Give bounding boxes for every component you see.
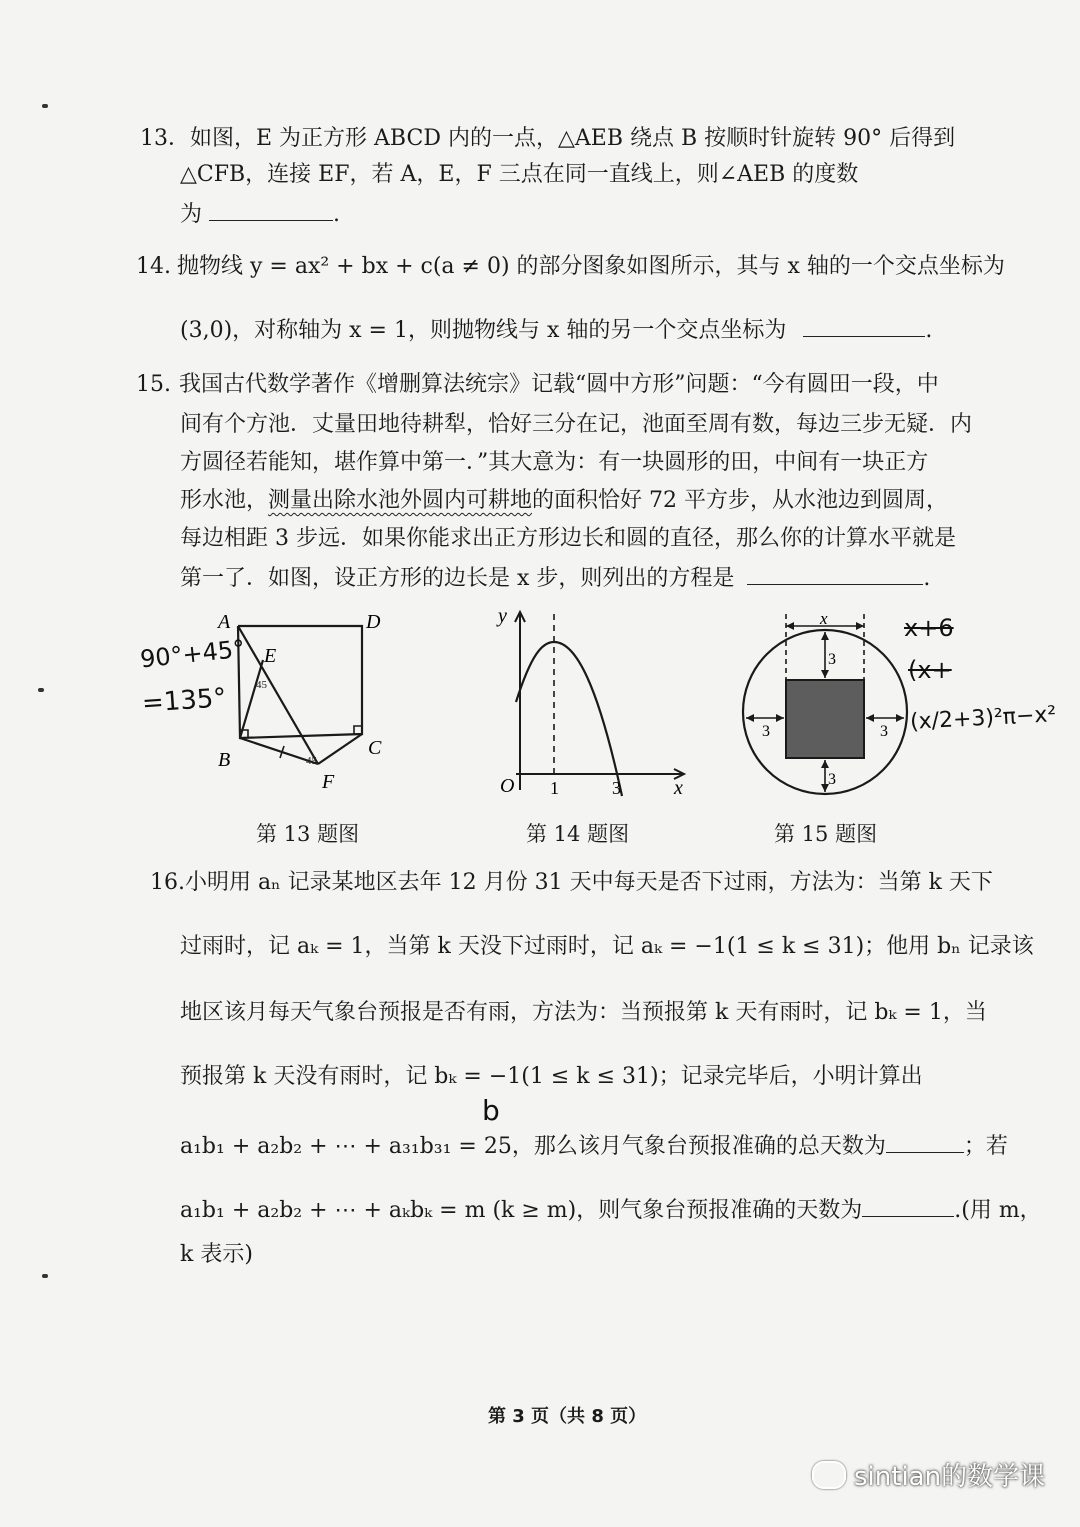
scan-dot	[42, 1274, 48, 1278]
label-a: A	[218, 611, 231, 633]
q15-line-2: 间有个方池．丈量田地待耕犁，恰好三分在记，池面至周有数，每边三步无疑．内	[180, 412, 973, 437]
wechat-icon	[812, 1461, 846, 1489]
q15-underlined-phrase: 测量出除水池外圆内可耕地	[268, 488, 533, 513]
q14-answer-blank[interactable]	[803, 318, 925, 337]
parabola	[516, 642, 622, 796]
q16-answer-blank-1[interactable]	[886, 1134, 964, 1153]
label-x: x	[674, 777, 683, 799]
q13-answer-blank[interactable]	[209, 202, 333, 221]
handwritten-result: =135°	[141, 683, 228, 719]
q15-text-6: 第一了．如图，设正方形的边长是 x 步，则列出的方程是	[180, 566, 735, 591]
q15-text-4c: 的面积恰好 72 平方步，从水池边到圆周，	[532, 488, 949, 513]
label-three: 3	[612, 778, 621, 798]
q13-number: 13．	[140, 126, 190, 151]
q15-number: 15.	[136, 372, 171, 397]
q16-line-2: 过雨时，记 aₖ = 1，当第 k 天没下过雨时，记 aₖ = −1(1 ≤ k ≤ 31)；他用 bₙ 记录该	[180, 934, 1034, 959]
caption-fig13: 第 13 题图	[256, 822, 360, 846]
label-y: y	[498, 605, 507, 627]
label-bottom-3: 3	[828, 771, 836, 788]
right-angle-c	[354, 726, 362, 734]
q14-text-1: 抛物线 y = ax² + bx + c(a ≠ 0) 的部分图象如图所示，其与 x 轴的一个交点坐标为	[177, 254, 1005, 279]
page-number: 第 3 页（共 8 页）	[488, 1406, 647, 1427]
q16-line-1: 16.小明用 aₙ 记录某地区去年 12 月份 31 天中每天是否下过雨，方法为：当第 k 天下	[150, 870, 993, 895]
q16-text-6b: .(用 m，	[954, 1198, 1042, 1223]
label-left-3: 3	[762, 723, 770, 740]
q15-line-5: 每边相距 3 步远．如果你能求出正方形边长和圆的直径，那么你的计算水平就是	[180, 526, 956, 551]
handwritten-sum: 90°+45°	[138, 634, 247, 674]
caption-fig14: 第 14 题图	[526, 822, 630, 846]
label-b: B	[218, 749, 231, 771]
q14-text-2: (3,0)，对称轴为 x = 1，则抛物线与 x 轴的另一个交点坐标为	[180, 318, 787, 343]
label-right-3: 3	[880, 723, 888, 740]
q16-line-7: k 表示)	[180, 1242, 253, 1267]
scan-dot	[38, 688, 44, 692]
q16-text-6: a₁b₁ + a₂b₂ + ⋯ + aₖbₖ = m (k ≥ m)，则气象台预报准确的天数为	[180, 1198, 863, 1223]
q16-line-5	[180, 1134, 1008, 1158]
q15-answer-blank[interactable]	[747, 566, 923, 585]
label-top-3: 3	[828, 651, 836, 668]
label-f: F	[322, 771, 335, 793]
handwritten-x-plus-6: x+6	[904, 614, 954, 642]
q15-line-3: 方圆径若能知，堪作算中第一．”其大意为：有一块圆形的田，中间有一块正方	[180, 450, 929, 475]
q15-line-6	[180, 566, 930, 590]
q16-text-5b: ；若	[963, 1134, 1008, 1159]
segment-cf	[318, 734, 362, 764]
q13-line-1	[140, 128, 955, 150]
q15-line-4	[180, 490, 948, 512]
q13-text-1: 如图，E 为正方形 ABCD 内的一点，△AEB 绕点 B 按顺时针旋转 90° 后得到	[190, 126, 956, 151]
q13-line-3	[180, 202, 340, 226]
mark-e-angle: 45	[256, 679, 267, 691]
q14-period: .	[925, 318, 933, 343]
label-c: C	[368, 737, 382, 759]
square-pool	[786, 680, 864, 758]
label-e: E	[264, 645, 277, 667]
watermark-text: sintian的数学课	[854, 1462, 1046, 1492]
figure-14	[486, 600, 696, 800]
segment-be	[240, 660, 263, 738]
label-origin: O	[500, 775, 515, 797]
q13-text-3: 为	[180, 202, 203, 227]
caption-fig15: 第 15 题图	[774, 822, 878, 846]
q16-line-3: 地区该月每天气象台预报是否有雨，方法为：当预报第 k 天有雨时，记 bₖ = 1，当	[180, 1000, 987, 1025]
figure-15	[740, 606, 926, 802]
scan-dot	[42, 104, 48, 108]
q13-period: .	[333, 202, 341, 227]
label-x: x	[820, 609, 828, 628]
q15-text-4a: 形水池，	[180, 488, 269, 513]
q14-number: 14.	[136, 254, 171, 279]
handwritten-b: b	[482, 1094, 500, 1127]
q13-line-2: △CFB，连接 EF，若 A，E，F 三点在同一直线上，则∠AEB 的度数	[180, 162, 859, 187]
q14-line-1	[136, 256, 1005, 278]
label-one: 1	[550, 778, 559, 798]
mark-f-angle: 45	[306, 755, 317, 767]
handwritten-equation: (x/2+3)²π−x²	[909, 702, 1057, 735]
q16-text-5: a₁b₁ + a₂b₂ + ⋯ + a₃₁b₃₁ = 25，那么该月气象台预报准确的总天数为	[180, 1134, 886, 1159]
q16-answer-blank-2[interactable]	[862, 1198, 954, 1217]
q15-text-1: 我国古代数学著作《增删算法统宗》记载“圆中方形”问题：“今有圆田一段，中	[179, 372, 939, 397]
label-d: D	[366, 611, 381, 633]
q15-line-1	[136, 374, 939, 396]
watermark	[812, 1456, 1045, 1493]
handwritten-crossed: (x+	[908, 656, 952, 684]
q15-period: .	[923, 566, 931, 591]
segment-ae-f	[238, 626, 318, 764]
q16-line-6	[180, 1198, 1042, 1222]
q14-line-2	[180, 318, 932, 342]
q16-line-4: 预报第 k 天没有雨时，记 bₖ = −1(1 ≤ k ≤ 31)；记录完毕后，小明计算出	[180, 1064, 923, 1089]
